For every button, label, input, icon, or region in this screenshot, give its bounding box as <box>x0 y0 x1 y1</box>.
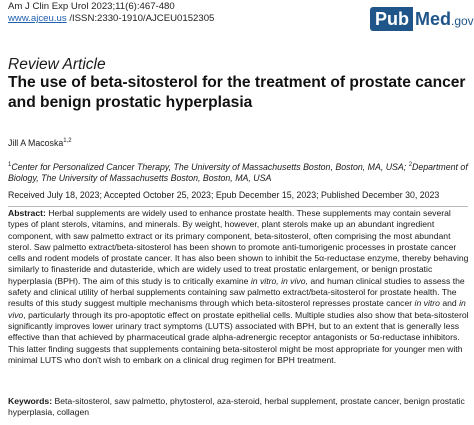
author-name: Jill A Macoska <box>8 137 64 148</box>
pubmed-logo-pub: Pub <box>370 7 413 31</box>
abstract-italic-3: in vivo <box>8 298 466 320</box>
author-affiliation-marks: 1,2 <box>63 138 72 144</box>
abstract-italic-1: in vitro, in vivo, <box>250 275 308 286</box>
abstract-text-1: Herbal supplements are widely used to enhance prostate health. These supplements may contain several types of plant sterols, vitamins, and minerals. By weight, however, plant sterols make up an abundant ingredient component, with saw palmetto extract or its primary component, beta-sitosterol, often comprising the most abundant sterol. Saw palmetto extract/beta-sitosterol has been shown to promote anti-tumorigenic processes in prostate cancer cells and rodent models of prostate cancer. It has also been shown to inhibit the 5α-reductase enzyme, thereby behaving similarly to finasteride and dutasteride, which are widely used to treat prostatic enlargement, or benign prostatic hyperplasia (BPH). The aim of this study is to critically examine <box>8 208 469 286</box>
abstract <box>8 208 471 366</box>
abstract-italic-2: in vitro <box>414 298 440 309</box>
affiliations <box>8 160 470 185</box>
publication-dates: Received July 18, 2023; Accepted October 25, 2023; Epub December 15, 2023; Published December 30, 2023 <box>8 190 440 200</box>
divider <box>8 206 468 207</box>
author-line <box>8 136 72 149</box>
abstract-text-2: and human clinical studies to assess the safety and clinical utility of herbal supplements containing saw palmetto extract/beta-sitosterol for prostate health. The results of this study suggest multiple mechanisms through which beta-sitosterol represses prostate cancer <box>8 275 465 309</box>
affiliation-2: Department of Biology, The University of Massachusetts Boston, Boston, MA, USA <box>8 161 468 184</box>
article-type: Review Article <box>8 56 106 73</box>
pubmed-logo-gov: .gov <box>451 13 474 28</box>
abstract-text-3: and <box>439 298 460 309</box>
journal-citation: Am J Clin Exp Urol 2023;11(6):467-480 <box>8 1 175 12</box>
affiliation-mark-1: 1 <box>8 162 12 168</box>
abstract-text-4: , particularly through its pro-apoptotic effect on prostate epithelial cells. Multiple studies also show that beta-sitosterol significantly improves lower urinary tract symptoms (LUTS) associated with BPH, but to an extent that is generally less effective than that achieved by pharmaceutical grade alpha-adrenergic receptor antagonists or 5α-reductase inhibitors. This latter finding suggests that supplements containing beta-sitosterol might be most appropriate for younger men with minimal LUTS who don't wish to embark on a clinical drug regimen for BPH treatment. <box>8 309 469 365</box>
issn-text: /ISSN:2330-1910/AJCEU0152305 <box>66 13 215 24</box>
journal-website-link[interactable]: www.ajceu.us <box>8 13 67 24</box>
pubmed-logo <box>370 2 474 35</box>
keywords-label: Keywords: <box>8 396 53 406</box>
affiliation-1: Center for Personalized Cancer Therapy, The University of Massachusetts Boston, Boston, MA, USA; <box>11 161 409 172</box>
affiliation-mark-2: 2 <box>408 162 413 168</box>
keywords-text: Beta-sitosterol, saw palmetto, phytosterol, aza-steroid, herbal supplement, prostate cancer, benign prostatic hyperplasia, collagen <box>8 396 465 418</box>
pubmed-logo-med: Med <box>415 8 451 29</box>
article-title: The use of beta-sitosterol for the treatment of prostate cancer and benign prostatic hyperplasia <box>8 74 466 111</box>
journal-url-line <box>8 13 214 25</box>
keywords <box>8 396 470 419</box>
abstract-label: Abstract: <box>8 208 46 218</box>
